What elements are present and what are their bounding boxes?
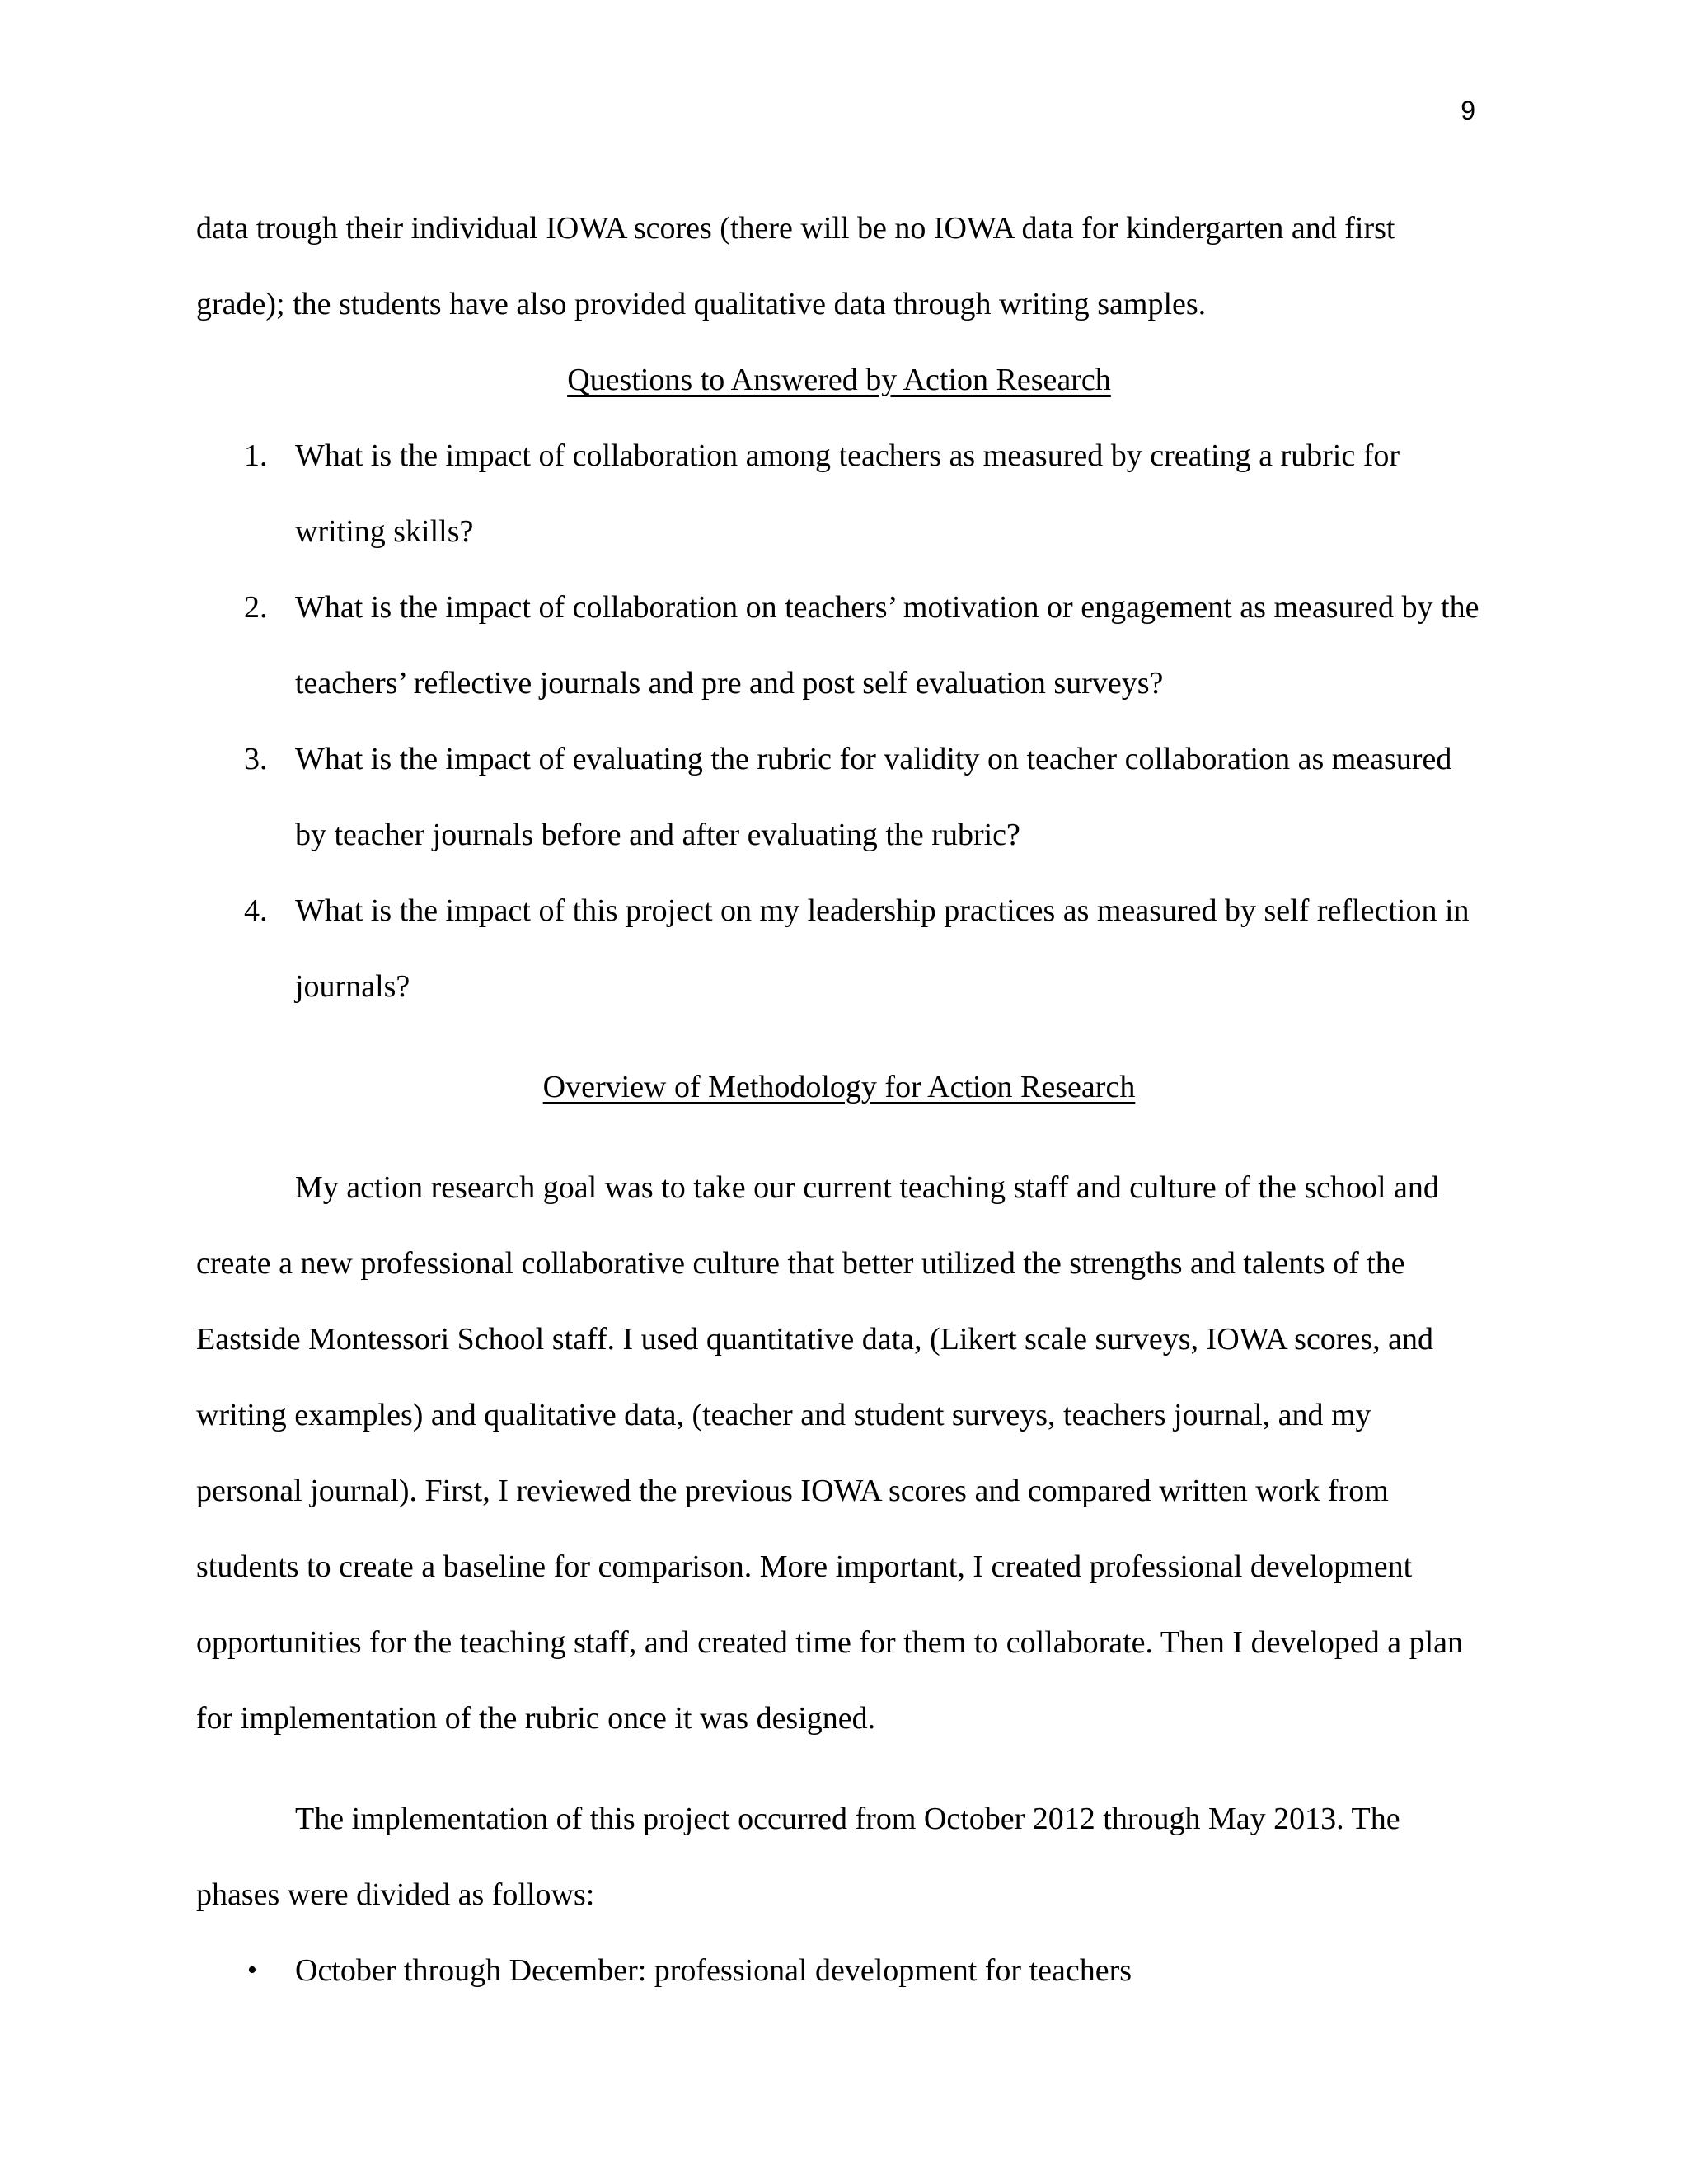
question-item	[196, 721, 1482, 873]
phase-text: October through December: professional development for teachers	[295, 1953, 1132, 1988]
methodology-heading: Overview of Methodology for Action Research	[542, 1070, 1136, 1104]
methodology-paragraph: My action research goal was to take our current teaching staff and culture of the school and create a new professional collaborative culture that better utilized the strengths and talents of the Eastside Montessori School staff. I used quantitative data, (Likert scale surveys, IOWA scores, and writing examples) and qualitative data, (teacher and student surveys, teachers journal, and my personal journal). First, I reviewed the previous IOWA scores and compared written work from students to create a baseline for comparison. More important, I created professional development opportunities for the teaching staff, and created time for them to collaborate. Then I developed a plan for implementation of the rubric once it was designed.	[196, 1170, 1464, 1736]
question-text: What is the impact of collaboration among teachers as measured by creating a rubric for writing skills?	[295, 438, 1400, 549]
question-text: What is the impact of evaluating the rubric for validity on teacher collaboration as measured by teacher journals before and after evaluating the rubric?	[295, 742, 1452, 852]
questions-heading: Questions to Answered by Action Research	[567, 363, 1111, 397]
question-number: 1.	[244, 438, 268, 473]
phase-item	[196, 1933, 1482, 2008]
question-item	[196, 873, 1482, 1024]
paragraph-gap	[196, 1756, 1482, 1781]
question-number: 2.	[244, 590, 268, 625]
questions-list	[196, 418, 1482, 1024]
question-text: What is the impact of collaboration on teachers’ motivation or engagement as measured by the teachers’ reflective journals and pre and post self evaluation surveys?	[295, 590, 1479, 701]
question-number: 4.	[244, 893, 268, 928]
phases-list	[196, 1933, 1482, 2008]
page-number: 9	[1461, 96, 1475, 125]
bullet-icon: •	[247, 1955, 257, 1985]
question-item	[196, 569, 1482, 721]
implementation-paragraph: The implementation of this project occurred from October 2012 through May 2013. The phases were divided as follows:	[196, 1802, 1400, 1912]
question-text: What is the impact of this project on my leadership practices as measured by self reflection in journals?	[295, 893, 1470, 1004]
page-content	[196, 190, 1482, 2008]
question-item	[196, 418, 1482, 569]
question-number: 3.	[244, 742, 268, 776]
intro-paragraph: data trough their individual IOWA scores (there will be no IOWA data for kindergarten and first grade); the students have also provided qualitative data through writing samples.	[196, 211, 1395, 321]
